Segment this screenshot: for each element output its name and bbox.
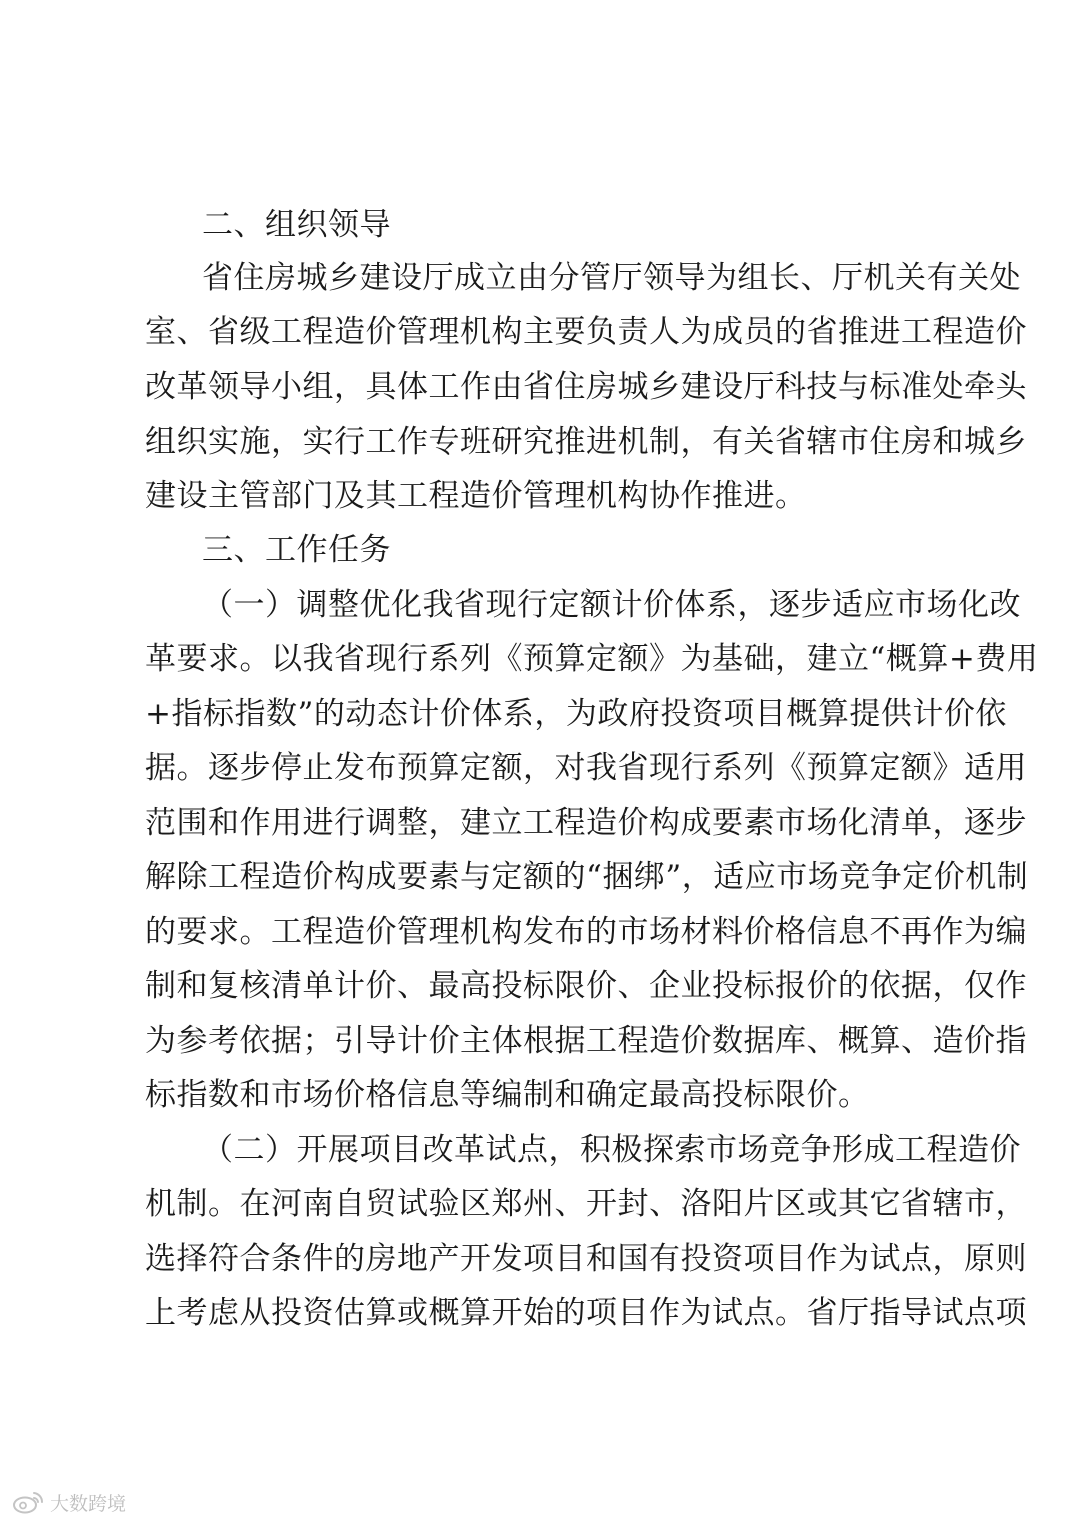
paragraph-line: 选择符合条件的房地产开发项目和国有投资项目作为试点，原则 <box>145 1241 1027 1277</box>
paragraph-line: 范围和作用进行调整，建立工程造价构成要素市场化清单，逐步 <box>145 805 1027 841</box>
paragraph-line: 建设主管部门及其工程造价管理机构协作推进。 <box>145 478 807 514</box>
section-heading: 三、工作任务 <box>202 532 391 568</box>
paragraph-line: 为参考依据；引导计价主体根据工程造价数据库、概算、造价指 <box>145 1023 1027 1059</box>
paragraph-line: （二）开展项目改革试点，积极探索市场竞争形成工程造价 <box>202 1132 1021 1168</box>
paragraph-line: 省住房城乡建设厅成立由分管厅领导为组长、厅机关有关处 <box>202 260 1021 296</box>
paragraph-line: 的要求。工程造价管理机构发布的市场材料价格信息不再作为编 <box>145 914 1027 950</box>
watermark <box>12 1488 126 1516</box>
paragraph-line: 上考虑从投资估算或概算开始的项目作为试点。省厅指导试点项 <box>145 1295 1027 1331</box>
section-heading: 二、组织领导 <box>202 207 391 243</box>
paragraph-line: 改革领导小组，具体工作由省住房城乡建设厅科技与标准处牵头 <box>145 369 1027 405</box>
paragraph-line: +指标指数”的动态计价体系，为政府投资项目概算提供计价依 <box>145 696 1007 732</box>
paragraph-line: 组织实施，实行工作专班研究推进机制，有关省辖市住房和城乡 <box>145 424 1027 460</box>
weibo-logo-icon <box>12 1490 46 1514</box>
paragraph-line: 制和复核清单计价、最高投标限价、企业投标报价的依据，仅作 <box>145 968 1027 1004</box>
paragraph-line: 标指数和市场价格信息等编制和确定最高投标限价。 <box>145 1077 870 1113</box>
paragraph-line: 机制。在河南自贸试验区郑州、开封、洛阳片区或其它省辖市， <box>145 1186 1027 1222</box>
watermark-text: 大数跨境 <box>50 1492 127 1515</box>
paragraph-line: 革要求。以我省现行系列《预算定额》为基础，建立“概算+费用 <box>145 641 1039 677</box>
paragraph-line: 解除工程造价构成要素与定额的“捆绑”，适应市场竞争定价机制 <box>145 859 1029 895</box>
paragraph-line: 据。逐步停止发布预算定额，对我省现行系列《预算定额》适用 <box>145 750 1027 786</box>
paragraph-line: 室、省级工程造价管理机构主要负责人为成员的省推进工程造价 <box>145 314 1027 350</box>
paragraph-line: （一）调整优化我省现行定额计价体系，逐步适应市场化改 <box>202 587 1021 623</box>
